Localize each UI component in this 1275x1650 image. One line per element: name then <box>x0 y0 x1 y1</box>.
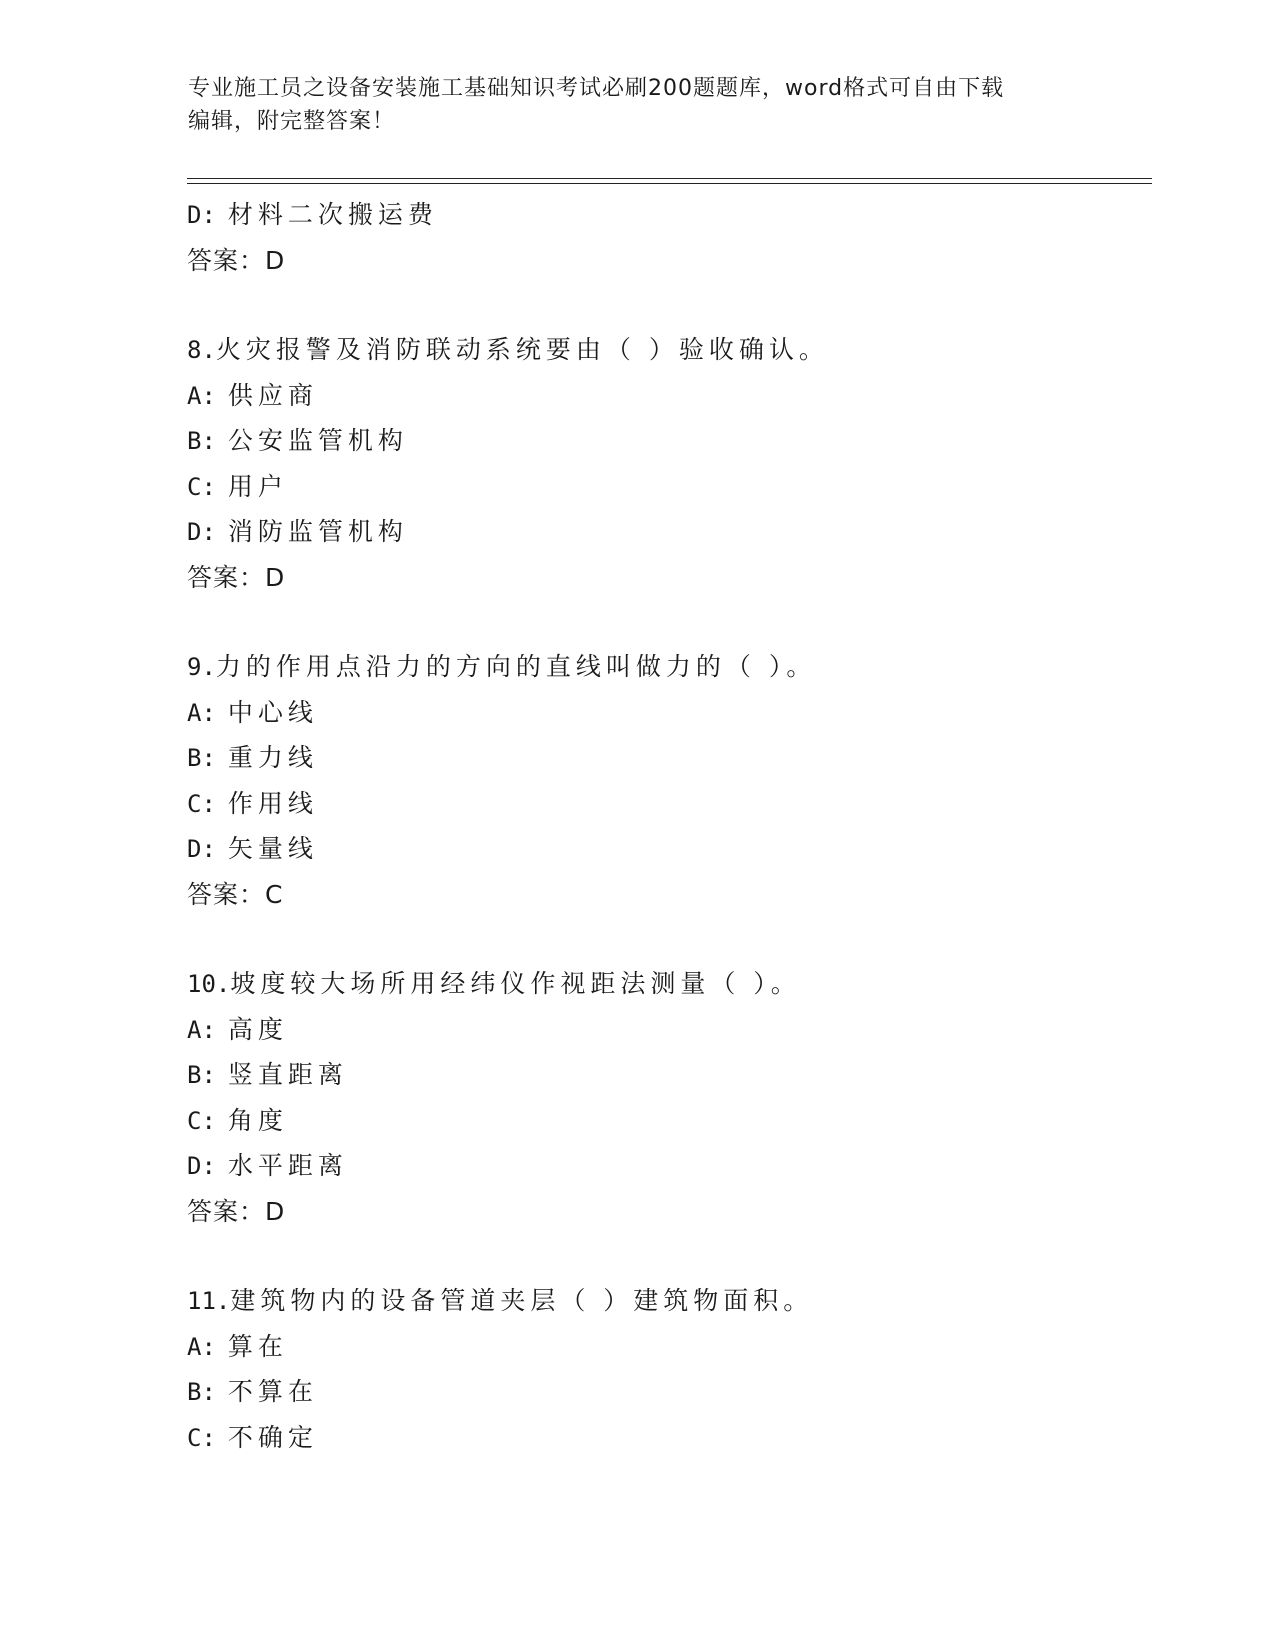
option-c <box>187 1098 1147 1144</box>
option-label: D: <box>187 518 216 546</box>
option-text: 中心线 <box>227 697 318 727</box>
option-label: D: <box>187 835 216 863</box>
option-label: A: <box>187 698 216 727</box>
document-header <box>188 72 1088 138</box>
option-text: 作用线 <box>227 788 318 818</box>
option-text: 水平距离 <box>227 1151 348 1180</box>
option-b <box>187 418 1147 464</box>
option-c <box>187 464 1147 510</box>
header-rule-bottom <box>187 183 1152 184</box>
option-label: C: <box>187 1106 216 1135</box>
option-text: 角度 <box>227 1105 288 1135</box>
question-stem <box>187 961 1147 1007</box>
option-label: C: <box>187 789 216 818</box>
option-text: 不确定 <box>227 1422 318 1452</box>
header-line-2: 编辑，附完整答案！ <box>188 109 396 134</box>
question-number: 8. <box>187 336 216 364</box>
question-list <box>187 192 1147 1460</box>
option-d <box>187 509 1147 555</box>
question-number: 9. <box>187 653 216 681</box>
option-b <box>187 1369 1147 1415</box>
option-label: B: <box>187 427 216 455</box>
option-a <box>187 373 1147 419</box>
option-label: C: <box>187 1423 216 1452</box>
question-text: 力的作用点沿力的方向的直线叫做力的（ ）。 <box>215 652 817 681</box>
question-number: 10. <box>187 970 231 998</box>
spacer <box>187 283 1147 327</box>
option-d <box>187 826 1147 872</box>
option-label: D: <box>187 201 216 229</box>
answer: 答案：C <box>187 879 284 909</box>
option-label: A: <box>187 1332 216 1361</box>
option-d <box>187 1143 1147 1189</box>
question-text: 坡度较大场所用经纬仪作视距法测量（ ）。 <box>230 969 801 998</box>
option-label: C: <box>187 472 216 501</box>
option-text: 供应商 <box>227 380 318 410</box>
option-b <box>187 735 1147 781</box>
option-c <box>187 781 1147 827</box>
option-text: 公安监管机构 <box>227 426 408 455</box>
header-line-1: 专业施工员之设备安装施工基础知识考试必刷200题题库，word格式可自由下载 <box>188 76 1005 101</box>
option-text: 算在 <box>227 1331 288 1361</box>
question-text: 建筑物内的设备管道夹层（ ）建筑物面积。 <box>230 1286 814 1315</box>
option-text: 用户 <box>227 471 288 501</box>
question-number: 11. <box>187 1287 231 1315</box>
option-text: 不算在 <box>227 1377 318 1406</box>
option-label: A: <box>187 1015 216 1044</box>
question-text: 火灾报警及消防联动系统要由（ ）验收确认。 <box>215 335 829 364</box>
option-text: 材料二次搬运费 <box>227 200 438 229</box>
option-text: 矢量线 <box>227 834 318 863</box>
option-c <box>187 1415 1147 1461</box>
option-label: D: <box>187 1152 216 1180</box>
option-text: 高度 <box>227 1014 288 1044</box>
question-stem <box>187 644 1147 690</box>
option-d <box>187 192 1147 238</box>
option-a <box>187 1324 1147 1370</box>
option-a <box>187 690 1147 736</box>
option-label: B: <box>187 744 216 772</box>
answer: 答案：D <box>187 562 286 592</box>
option-label: A: <box>187 381 216 410</box>
question-stem <box>187 327 1147 373</box>
header-rule-top <box>187 178 1152 179</box>
option-text: 重力线 <box>227 743 318 772</box>
option-text: 消防监管机构 <box>227 517 408 546</box>
spacer <box>187 600 1147 644</box>
answer: 答案：D <box>187 1196 286 1226</box>
answer: 答案：D <box>187 245 286 275</box>
option-label: B: <box>187 1378 216 1406</box>
spacer <box>187 1234 1147 1278</box>
option-text: 竖直距离 <box>227 1060 348 1089</box>
option-label: B: <box>187 1061 216 1089</box>
option-a <box>187 1007 1147 1053</box>
spacer <box>187 917 1147 961</box>
option-b <box>187 1052 1147 1098</box>
question-stem <box>187 1278 1147 1324</box>
